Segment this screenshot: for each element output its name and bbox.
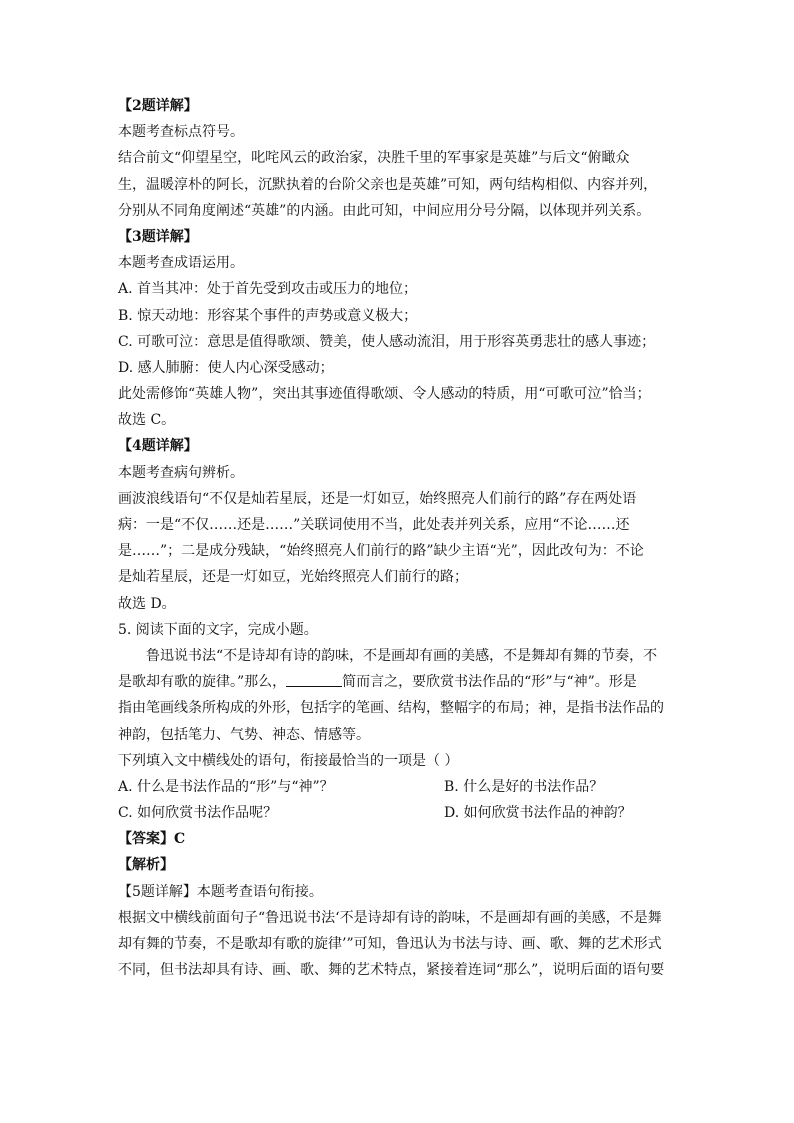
- q5-question: 下列填入文中横线处的语句，衔接最恰当的一项是（ ）: [118, 752, 459, 769]
- q5-detail-line: 却有舞的节奏，不是歌却有歌的旋律’”可知，鲁迅认为书法与诗、画、歌、舞的艺术形式: [118, 936, 662, 952]
- q5-passage-line: 指由笔画线条所构成的外形，包括字的笔画、结构，整幅字的布局；神，是指书法作品的: [118, 700, 664, 717]
- q3-text-line: 此处需修饰“英雄人物”，突出其事迹值得歌颂、令人感动的特质，用“可歌可泣”恰当；: [118, 386, 651, 403]
- q5-passage-line: 鲁迅说书法“不是诗却有诗的韵味，不是画却有画的美感，不是舞却有舞的节奏，不: [146, 647, 658, 664]
- q3-option-d: D. 感人肺腑：使人内心深受感动；: [118, 359, 334, 376]
- q4-text-line: 是灿若星辰，还是一灯如豆，光始终照亮人们前行的路；: [118, 569, 468, 586]
- q5-option-d: D. 如何欣赏书法作品的神韵？: [444, 805, 632, 822]
- q2-text-line: 本题考查标点符号。: [118, 124, 244, 141]
- document-page: [118, 93, 678, 983]
- q3-conclusion: 故选 C。: [118, 412, 176, 429]
- q2-text-line: 结合前文“仰望星空，叱咤风云的政治家，决胜千里的军事家是英雄”与后文“俯瞰众: [118, 150, 630, 167]
- q5-option-c: C. 如何欣赏书法作品呢？: [118, 805, 278, 822]
- q5-detail-line: 根据文中横线前面句子“鲁迅说书法‘不是诗却有诗的韵味，不是画却有画的美感，不是舞: [118, 909, 662, 926]
- q2-heading: 【2题详解】: [118, 98, 198, 114]
- q5-passage-text: 简而言之，要欣赏书法作品的“形”与“神”。形是: [342, 674, 637, 691]
- q3-option-a: A. 首当其冲：处于首先受到攻击或压力的地位；: [118, 281, 418, 298]
- q4-heading: 【4题详解】: [118, 438, 198, 455]
- q5-passage-line: 神韵，包括笔力、气势、神态、情感等。: [118, 726, 370, 743]
- q2-text-line: 分别从不同角度阐述“英雄”的内涵。由此可知，中间应用分号分隔，以体现并列关系。: [118, 202, 651, 219]
- q5-title: 5. 阅读下面的文字，完成小题。: [118, 621, 318, 638]
- q3-heading: 【3题详解】: [118, 228, 198, 245]
- q5-detail-line: 不同，但书法却具有诗、画、歌、舞的艺术特点，紧接着连词“那么”，说明后面的语句要: [118, 962, 665, 979]
- q5-passage-line: [118, 669, 678, 695]
- q4-text-line: 病：一是“不仅……还是……”关联词使用不当，此处表并列关系，应用“不论……还: [118, 517, 630, 533]
- q4-text-line: 本题考查病句辨析。: [118, 464, 244, 481]
- q5-analysis-heading: 【解析】: [118, 857, 174, 874]
- q5-option-b: B. 什么是好的书法作品？: [444, 778, 604, 795]
- q5-passage-text: 是歌却有歌的旋律。”那么，: [118, 674, 287, 691]
- q5-options-row: [118, 774, 678, 800]
- q5-detail-heading: 【5题详解】本题考查语句衔接。: [118, 883, 323, 900]
- fill-in-blank: [286, 672, 342, 687]
- q5-option-a: A. 什么是书法作品的“形”与“神”？: [118, 778, 334, 795]
- q2-text-line: 生，温暖淳朴的阿长，沉默执着的台阶父亲也是英雄”可知，两句结构相似、内容并列，: [118, 176, 658, 193]
- q3-text-line: 本题考查成语运用。: [118, 255, 244, 272]
- q3-option-b: B. 惊天动地：形容某个事件的声势或意义极大；: [118, 307, 418, 324]
- q3-option-c: C. 可歌可泣：意思是值得歌颂、赞美，使人感动流泪，用于形容英勇悲壮的感人事迹；: [118, 333, 656, 350]
- q5-options-row: [118, 800, 678, 826]
- q4-conclusion: 故选 D。: [118, 595, 176, 612]
- q5-answer: 【答案】C: [118, 831, 186, 848]
- q4-text-line: 是……”；二是成分残缺，“始终照亮人们前行的路”缺少主语“光”，因此改句为：不论: [118, 543, 644, 560]
- q4-text-line: 画波浪线语句“不仅是灿若星辰，还是一灯如豆，始终照亮人们前行的路”存在两处语: [118, 490, 637, 507]
